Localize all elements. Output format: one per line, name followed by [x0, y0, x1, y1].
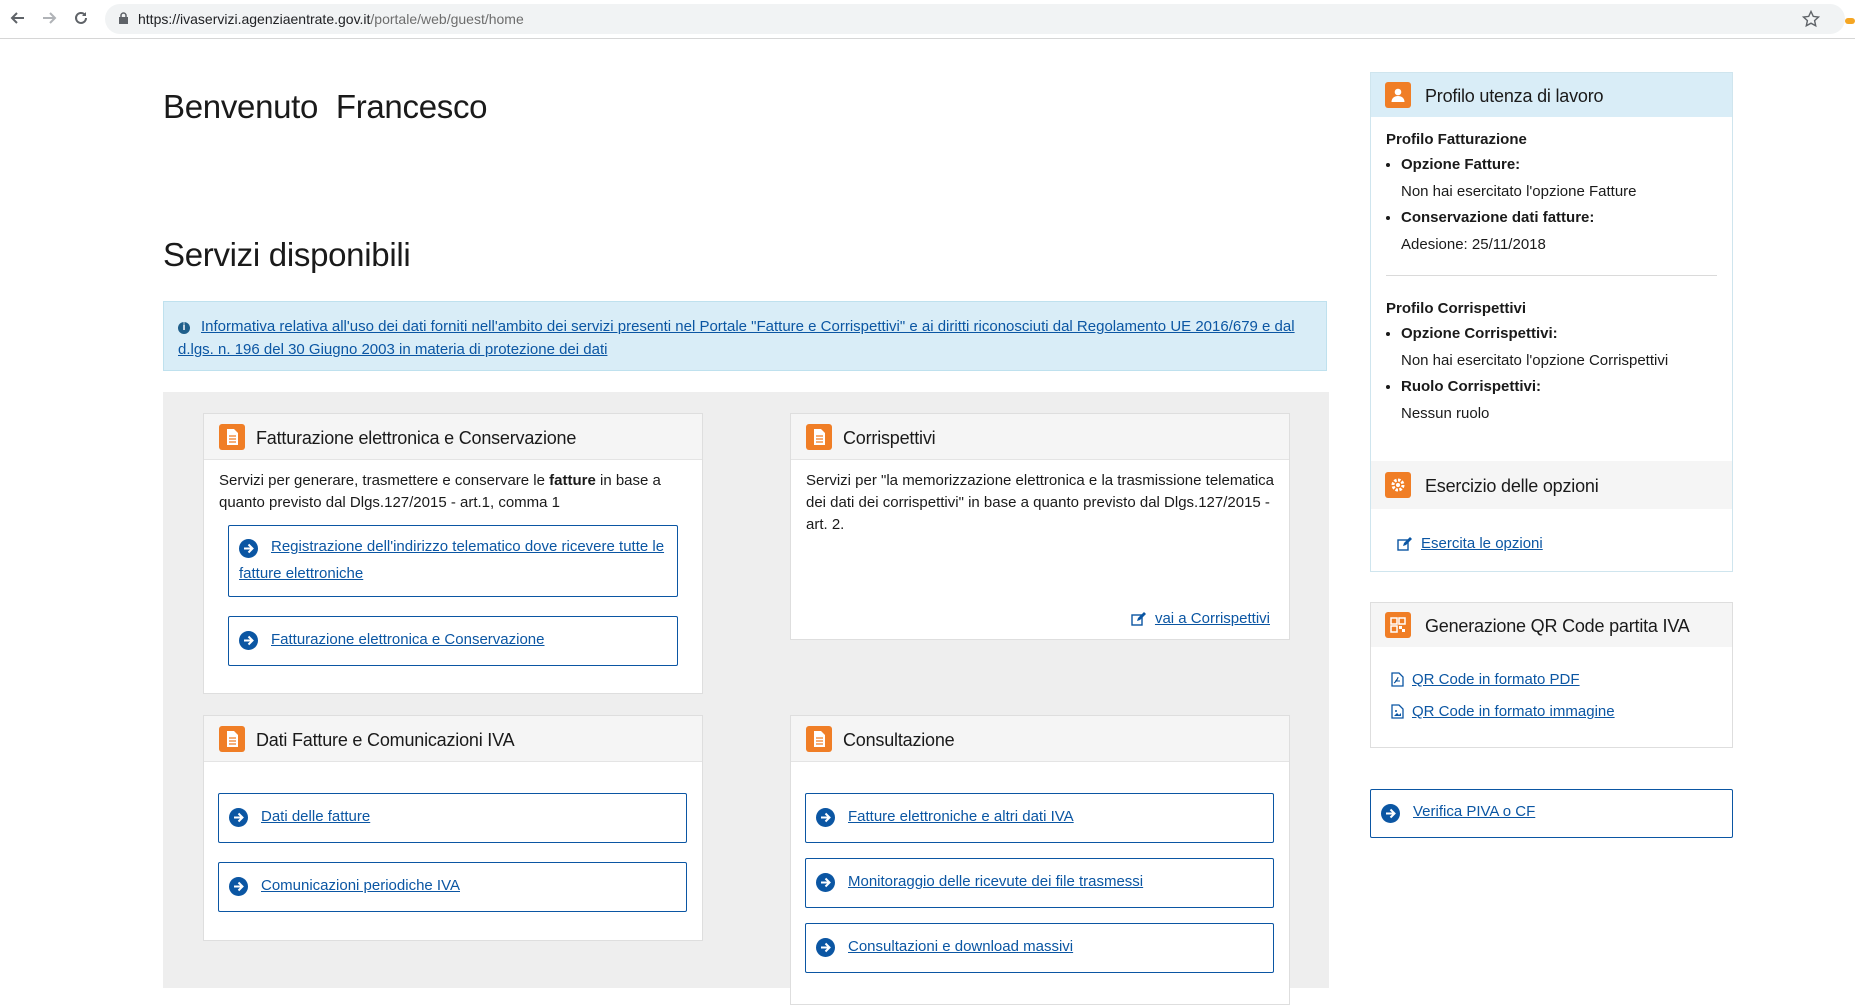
- qr-image[interactable]: [1391, 703, 1615, 720]
- document-icon: [806, 424, 832, 450]
- panel-title: Consultazione: [843, 730, 955, 750]
- panel-description: Servizi per generare, trasmettere e conservare le fatture in base a quanto previsto dal Dlgs.127/2015 - art.1, comma 1: [219, 472, 661, 511]
- qr-code-icon: [1385, 612, 1411, 638]
- panel-description: Servizi per "la memorizzazione elettronica e la trasmissione telematica dei dati dei corrispettivi" in base a quanto previsto dal Dlgs.127/2015 - art. 2.: [806, 472, 1275, 533]
- monitoraggio-button[interactable]: [805, 858, 1274, 908]
- profilo-corrispettivi: [1371, 276, 1732, 427]
- address-bar[interactable]: [105, 4, 1845, 34]
- reload-icon[interactable]: [71, 8, 91, 28]
- qr-pdf-link[interactable]: QR Code in formato PDF: [1412, 671, 1580, 688]
- services-area: [163, 392, 1329, 988]
- panel-header: [791, 716, 1289, 762]
- info-icon: i: [178, 322, 190, 334]
- url-text: https://ivaservizi.agenziaentrate.gov.it/portale/web/guest/home: [138, 11, 524, 27]
- panel-title: Fatturazione elettronica e Conservazione: [256, 428, 577, 448]
- document-icon: [806, 726, 832, 752]
- privacy-info-box: [163, 301, 1327, 371]
- vai-corrispettivi-link[interactable]: vai a Corrispettivi: [1154, 610, 1270, 627]
- panel-dati-fatture: [203, 715, 703, 941]
- panel-title: Dati Fatture e Comunicazioni IVA: [256, 730, 515, 750]
- services-heading: Servizi disponibili: [163, 236, 411, 273]
- panel-header: [791, 414, 1289, 460]
- bookmark-star-icon[interactable]: [1802, 10, 1820, 28]
- arrow-right-icon: [816, 873, 835, 892]
- vai-corrispettivi[interactable]: [1131, 610, 1270, 627]
- download-massivi-link[interactable]: Consultazioni e download massivi: [848, 938, 1074, 955]
- welcome-heading: Benvenuto Francesco: [163, 88, 488, 125]
- download-massivi-button[interactable]: [805, 923, 1274, 973]
- dati-fatture-button[interactable]: [218, 793, 687, 843]
- panel-header: [204, 716, 702, 762]
- user-icon: [1385, 82, 1411, 108]
- edit-icon: [1397, 537, 1413, 551]
- fatture-altri-dati-link[interactable]: Fatture elettroniche e altri dati IVA: [848, 808, 1074, 825]
- opzioni-header: [1371, 461, 1732, 509]
- dati-fatture-link[interactable]: Dati delle fatture: [261, 808, 371, 825]
- comunicazioni-iva-button[interactable]: [218, 862, 687, 912]
- pdf-file-icon: [1391, 672, 1404, 687]
- opzione-fatture-item: • Opzione Fatture: Non hai esercitato l'opzione Fatture: [1401, 152, 1717, 205]
- qr-panel-title: Generazione QR Code partita IVA: [1425, 616, 1690, 636]
- arrow-right-icon: [229, 877, 248, 896]
- verifica-piva-link[interactable]: Verifica PIVA o CF: [1413, 803, 1536, 820]
- image-file-icon: [1391, 704, 1404, 719]
- fatturazione-conservazione-button[interactable]: [228, 616, 678, 666]
- monitoraggio-link[interactable]: Monitoraggio delle ricevute dei file trasmessi: [848, 873, 1144, 890]
- registrazione-indirizzo-button[interactable]: [228, 525, 678, 597]
- panel-header: [204, 414, 702, 460]
- esercita-opzioni[interactable]: [1397, 535, 1543, 552]
- qr-panel-header: [1371, 603, 1732, 647]
- verifica-piva-button[interactable]: [1370, 789, 1733, 838]
- panel-corrispettivi: [790, 413, 1290, 640]
- esercita-opzioni-link[interactable]: Esercita le opzioni: [1421, 535, 1543, 552]
- back-arrow-icon[interactable]: [8, 8, 28, 28]
- profilo-fatturazione: [1371, 117, 1732, 258]
- qr-image-link[interactable]: QR Code in formato immagine: [1412, 703, 1615, 720]
- comunicazioni-iva-link[interactable]: Comunicazioni periodiche IVA: [261, 877, 460, 894]
- opzione-corrispettivi-item: • Opzione Corrispettivi: Non hai esercitato l'opzione Corrispettivi: [1401, 321, 1717, 374]
- profile-panel-header: [1371, 73, 1732, 117]
- forward-arrow-icon[interactable]: [39, 8, 59, 28]
- lock-icon: [118, 12, 129, 25]
- qr-panel: [1370, 602, 1733, 748]
- registrazione-indirizzo-link[interactable]: Registrazione dell'indirizzo telematico dove ricevere tutte le fatture elettroniche: [239, 538, 665, 582]
- qr-pdf[interactable]: [1391, 671, 1580, 688]
- conservazione-item: • Conservazione dati fatture: Adesione: 25/11/2018: [1401, 205, 1717, 258]
- gear-icon: [1385, 472, 1411, 498]
- document-icon: [219, 424, 245, 450]
- fatturazione-conservazione-link[interactable]: Fatturazione elettronica e Conservazione: [271, 631, 545, 648]
- profilo-fatturazione-heading: Profilo Fatturazione: [1386, 131, 1527, 148]
- fatture-altri-dati-button[interactable]: [805, 793, 1274, 843]
- arrow-right-icon: [239, 631, 258, 650]
- panel-consultazione: [790, 715, 1290, 1005]
- arrow-right-icon: [229, 808, 248, 827]
- profile-panel-title: Profilo utenza di lavoro: [1425, 86, 1604, 106]
- ruolo-corrispettivi-item: • Ruolo Corrispettivi: Nessun ruolo: [1401, 374, 1717, 427]
- edit-icon: [1131, 612, 1147, 626]
- opzioni-title: Esercizio delle opzioni: [1425, 476, 1599, 496]
- profile-panel: [1370, 72, 1733, 572]
- arrow-right-icon: [816, 938, 835, 957]
- panel-title: Corrispettivi: [843, 428, 936, 448]
- arrow-right-icon: [1381, 804, 1400, 823]
- arrow-right-icon: [816, 808, 835, 827]
- browser-toolbar: [0, 0, 1855, 39]
- profilo-corrispettivi-heading: Profilo Corrispettivi: [1386, 300, 1527, 317]
- panel-fatturazione: [203, 413, 703, 694]
- extension-indicator: [1845, 18, 1855, 24]
- privacy-info-link[interactable]: Informativa relativa all'uso dei dati forniti nell'ambito dei servizi presenti nel Portale "Fatture e Corrispettivi" e ai diritti riconosciuti dal Regolamento UE 2016/679 e dal d.lgs. n. 196 del 30 Giugno 2003 in materia di protezione dei dati: [178, 318, 1295, 358]
- document-icon: [219, 726, 245, 752]
